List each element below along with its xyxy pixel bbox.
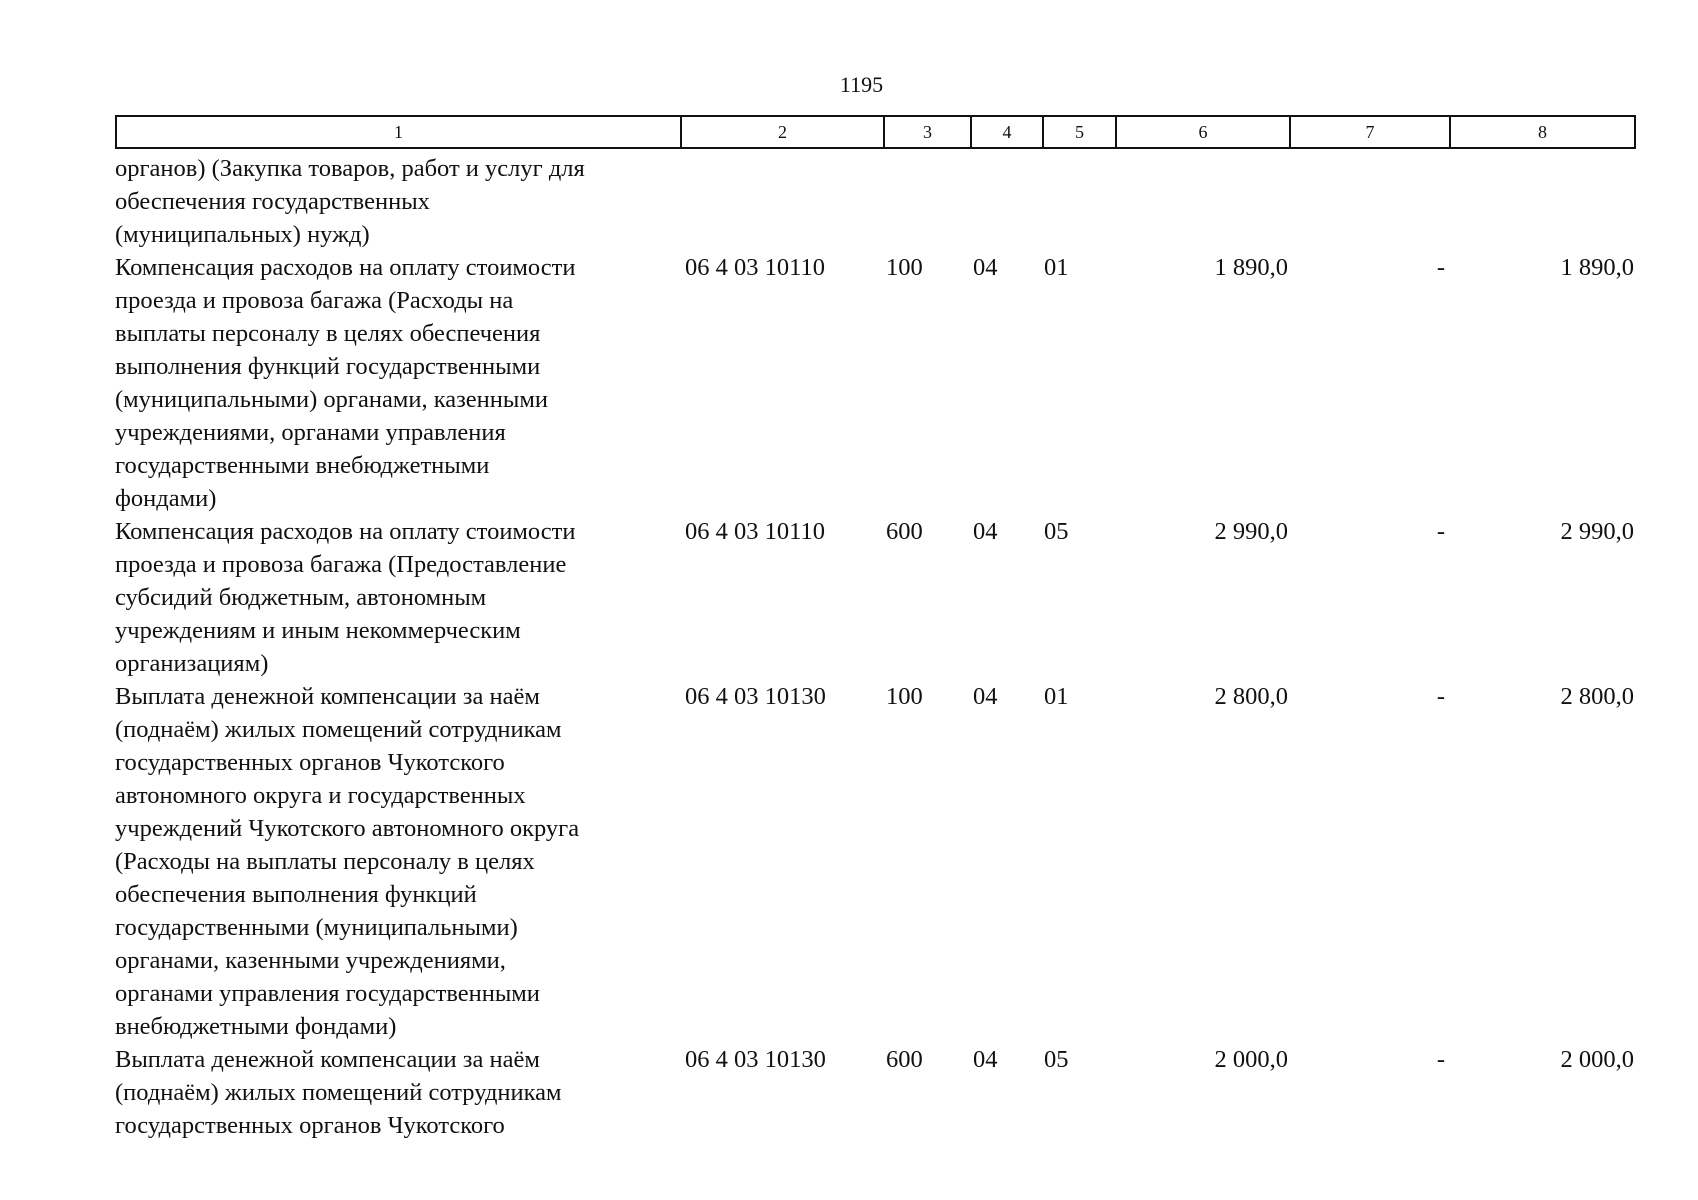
row-section [970,152,1042,251]
description-line: (Расходы на выплаты персоналу в целях [115,848,535,875]
description-line: Компенсация расходов на оплату стоимости [115,254,576,281]
row-amount-col8: 2 000,0 [1560,1046,1634,1073]
column-header-4: 4 [971,116,1043,148]
row-amount-col8: 1 890,0 [1560,254,1634,281]
row-expense-type: 100 [886,254,923,281]
row-code: 06 4 03 10110 [685,254,825,281]
description-line: проезда и провоза багажа (Предоставление [115,551,567,578]
column-header-2: 2 [681,116,884,148]
description-line: (муниципальными) органами, казенными [115,386,548,413]
row-amount-col7: - [1436,1046,1445,1073]
description-line: автономного округа и государственных [115,782,526,809]
description-line: фондами) [115,485,217,512]
description-line: Выплата денежной компенсации за наём [115,683,540,710]
row-expense-type [883,152,970,251]
description-line: Компенсация расходов на оплату стоимости [115,518,576,545]
row-subsection: 01 [1044,254,1069,281]
description-line: учреждениями, органами управления [115,419,506,446]
row-section: 04 [973,518,998,545]
row-amount-col8 [1449,152,1634,251]
description-line: выполнения функций государственными [115,353,541,380]
row-subsection: 01 [1044,683,1069,710]
table-row [115,1043,1634,1142]
description-line: государственными внебюджетными [115,452,490,479]
row-code: 06 4 03 10110 [685,518,825,545]
column-header-table [115,115,1636,149]
description-line: внебюджетными фондами) [115,1013,397,1040]
description-line: (поднаём) жилых помещений сотрудникам [115,716,562,743]
row-code: 06 4 03 10130 [685,683,826,710]
column-header-3: 3 [884,116,971,148]
description-line: выплаты персоналу в целях обеспечения [115,320,541,347]
row-expense-type: 600 [886,1046,923,1073]
description-line: органов) (Закупка товаров, работ и услуг для [115,155,585,182]
table-row [115,515,1634,680]
description-line: организациям) [115,650,269,677]
row-expense-type: 100 [886,683,923,710]
row-amount-col6: 2 000,0 [1214,1046,1288,1073]
row-section: 04 [973,1046,998,1073]
row-subsection: 05 [1044,1046,1069,1073]
row-amount-col6: 2 990,0 [1214,518,1288,545]
row-amount-col8: 2 990,0 [1560,518,1634,545]
description-line: обеспечения государственных [115,188,430,215]
row-description [115,152,680,251]
description-line: проезда и провоза багажа (Расходы на [115,287,514,314]
row-code [680,152,883,251]
row-section: 04 [973,254,998,281]
row-amount-col6 [1115,152,1289,251]
row-amount-col8: 2 800,0 [1560,683,1634,710]
row-code: 06 4 03 10130 [685,1046,826,1073]
column-header-7: 7 [1290,116,1450,148]
row-section: 04 [973,683,998,710]
column-header-8: 8 [1450,116,1635,148]
table-row [115,680,1634,1043]
row-description [115,251,680,515]
row-amount-col7 [1289,152,1449,251]
description-line: органами управления государственными [115,980,540,1007]
description-line: (муниципальных) нужд) [115,221,370,248]
row-expense-type: 600 [886,518,923,545]
row-description [115,680,680,1043]
row-subsection: 05 [1044,518,1069,545]
column-header-row [116,116,1635,148]
row-subsection [1042,152,1115,251]
description-line: государственных органов Чукотского [115,1112,505,1139]
column-header-6: 6 [1116,116,1290,148]
page-number: 1195 [839,72,884,97]
row-description [115,515,680,680]
description-line: Выплата денежной компенсации за наём [115,1046,540,1073]
description-line: учреждений Чукотского автономного округа [115,815,580,842]
row-amount-col7: - [1436,518,1445,545]
table-row [115,152,1634,251]
column-header-1: 1 [116,116,681,148]
description-line: обеспечения выполнения функций [115,881,477,908]
table-row [115,251,1634,515]
row-amount-col6: 1 890,0 [1214,254,1288,281]
description-line: субсидий бюджетным, автономным [115,584,487,611]
table-body [115,152,1634,1142]
description-line: учреждениям и иным некоммерческим [115,617,521,644]
row-amount-col7: - [1436,683,1445,710]
description-line: государственными (муниципальными) [115,914,518,941]
row-amount-col7: - [1436,254,1445,281]
description-line: органами, казенными учреждениями, [115,947,506,974]
row-description [115,1043,680,1142]
description-line: (поднаём) жилых помещений сотрудникам [115,1079,562,1106]
column-header-5: 5 [1043,116,1116,148]
row-amount-col6: 2 800,0 [1214,683,1288,710]
description-line: государственных органов Чукотского [115,749,505,776]
